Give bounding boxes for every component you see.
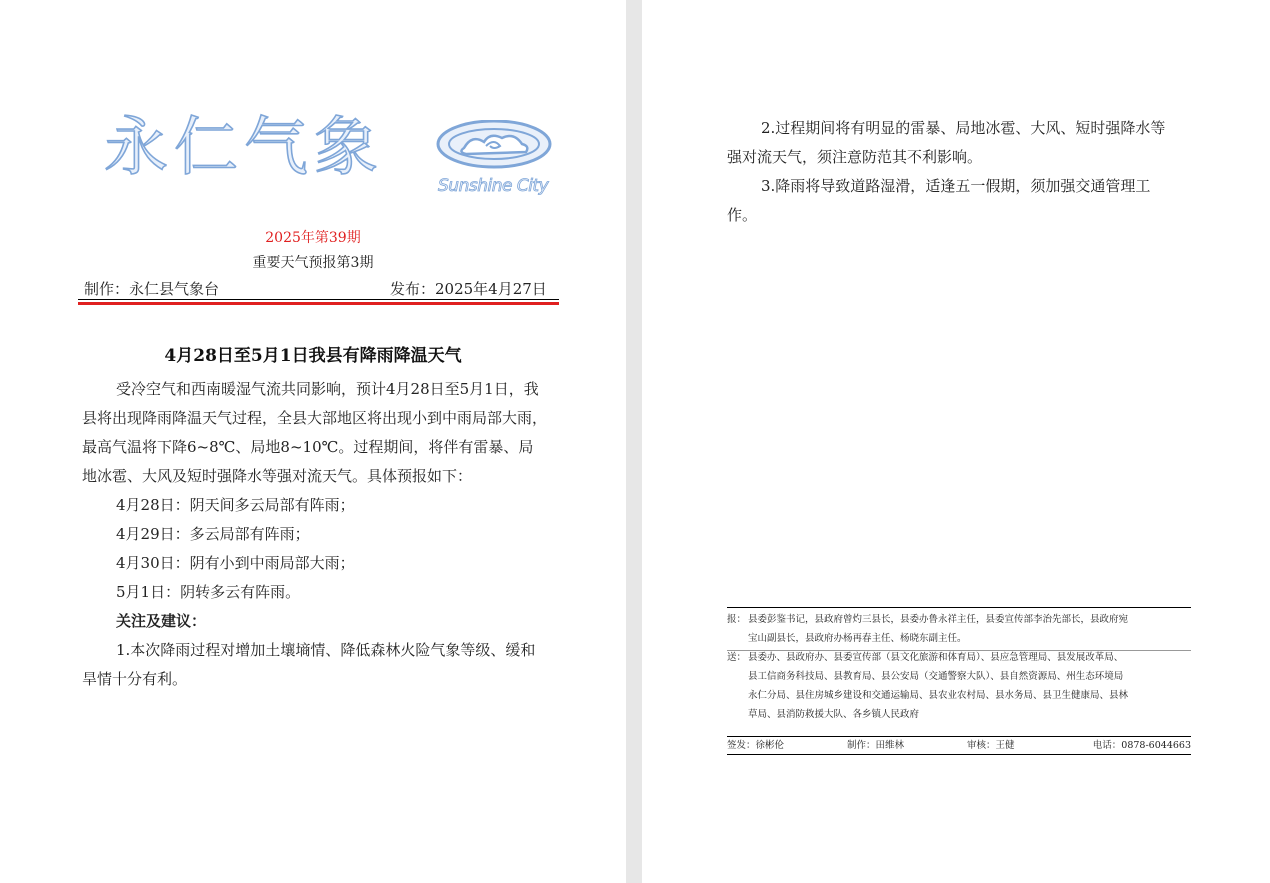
header-divider-red [78,302,559,305]
article-title: 4月28日至5月1日我县有降雨降温天气 [164,346,462,366]
advice-item: 2.过程期间将有明显的雷暴、局地冰雹、大风、短时强降水等强对流天气，须注意防范其不利影响。 [727,119,1166,166]
phone: 电话：0878-6044663 [1092,740,1191,751]
article-body [82,375,548,694]
send-label: 送： [727,652,747,663]
send-line: 县委办、县政府办、县委宣传部（县文化旅游和体育局）、县应急管理局、县发展改革局、 [748,652,1124,663]
send-line: 草局、县消防救援大队、各乡镇人民政府 [748,709,920,720]
page-gutter [626,0,642,883]
report-label: 报： [727,614,747,625]
advice-heading: 关注及建议： [116,612,207,630]
report-line: 县委彭鉴书记，县政府曾灼三县长，县委办鲁永祥主任，县委宣传部李治先部长，县政府宛 [748,614,1129,625]
forecast-item: 4月28日：阴天间多云局部有阵雨； [116,496,355,514]
forecast-item: 4月29日：多云局部有阵雨； [116,525,310,543]
send-line: 永仁分局、县住房城乡建设和交通运输局、县农业农村局、县水务局、县卫生健康局、县林 [748,690,1129,701]
article-body-continued [727,114,1179,230]
logo-text: Sunshine City [438,176,549,196]
bulletin-subtitle: 重要天气预报第3期 [252,255,374,271]
signature-bottom-rule [727,754,1191,755]
report-line: 宝山副县长，县政府办杨再春主任、杨晓东副主任。 [748,633,967,644]
signer: 签发：徐彬伦 [727,740,785,751]
reviewer: 审核：王健 [967,740,1015,751]
signature-top-rule [727,736,1191,737]
maker-label: 制作：永仁县气象台 [84,280,220,298]
distribution-top-rule [727,607,1191,608]
advice-item: 3.降雨将导致道路湿滑，适逢五一假期，须加强交通管理工作。 [727,177,1151,224]
publish-date: 发布：2025年4月27日 [390,280,547,298]
send-line: 县工信商务科技局、县教育局、县公安局（交通警察大队）、县自然资源局、州生态环境局 [748,671,1124,682]
report-to-block [727,610,1193,648]
issue-number: 2025年第39期 [265,230,361,246]
send-to-block [727,648,1193,724]
header-divider-black [78,299,559,300]
forecast-item: 4月30日：阴有小到中雨局部大雨； [116,554,355,572]
forecast-item: 5月1日：阴转多云有阵雨。 [116,583,301,601]
advice-item: 1.本次降雨过程对增加土壤墒情、降低森林火险气象等级、缓和旱情十分有利。 [82,641,536,688]
masthead-title: 永仁气象 [104,111,384,185]
intro-paragraph: 受冷空气和西南暖湿气流共同影响，预计4月28日至5月1日，我县将出现降雨降温天气过程，全县大部地区将出现小到中雨局部大雨，最高气温将下降6~8℃、局地8~10℃。过程期间，将伴有雷暴、局地冰雹、大风及短时强降水等强对流天气。具体预报如下： [82,380,548,485]
document-page-left [0,0,626,883]
producer: 制作：田维林 [847,740,905,751]
